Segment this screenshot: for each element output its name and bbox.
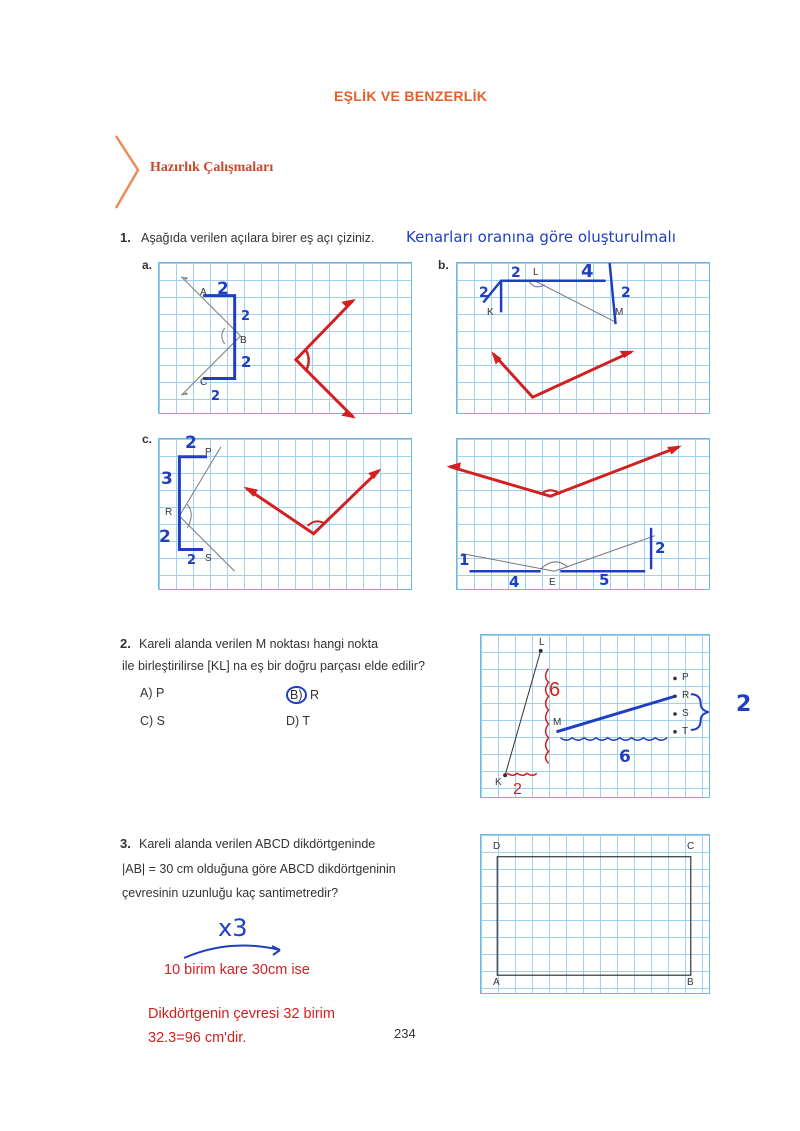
point-s-label: S (205, 553, 212, 564)
q1-handwritten-note: Kenarları oranına göre oluşturulmalı (406, 228, 676, 246)
point-p-label: P (205, 447, 212, 458)
q2-point-p-label: P (682, 672, 689, 683)
hw-a-num-1: 2 (217, 279, 229, 299)
grid-q2 (480, 634, 710, 798)
hw-b-num-3: 4 (581, 261, 594, 282)
section-title: Hazırlık Çalışmaları (150, 160, 274, 175)
q2-point-m-label: M (553, 717, 562, 728)
part-c-label: c. (142, 432, 153, 446)
hw-q2-num-kbase: 2 (513, 781, 522, 798)
hw-a-num-3: 2 (241, 353, 252, 371)
hw-q3-line3: 32.3=96 cm'dir. (148, 1030, 247, 1046)
q2-option-b-letter: B) (286, 686, 307, 704)
hw-a-num-2: 2 (241, 309, 251, 324)
hw-c-num-2: 3 (161, 469, 173, 489)
point-k-label: K (487, 307, 494, 318)
q2-option-d[interactable]: D) T (286, 714, 311, 728)
hw-d-num-3: 5 (599, 571, 610, 589)
q1-number: 1. (120, 230, 131, 245)
q2-option-c[interactable]: C) S (140, 714, 165, 728)
grid-b (456, 262, 710, 414)
q2-option-b-value: R (309, 688, 320, 702)
hw-c-num-1: 2 (185, 433, 197, 453)
hw-q2-num-kl: 6 (549, 679, 561, 701)
q3-line3: çevresinin uzunluğu kaç santimetredir? (122, 886, 339, 900)
part-a-label: a. (142, 258, 153, 272)
q3-line1: Kareli alanda verilen ABCD dikdörtgeninde (139, 837, 376, 851)
q2-line2: ile birleştirilirse [KL] na eş bir doğru parçası elde edilir? (122, 659, 425, 673)
hw-b-num-2: 2 (511, 265, 521, 281)
hw-q3-mult: x3 (218, 914, 248, 942)
grid-c (158, 433, 412, 590)
hw-c-num-4: 2 (187, 553, 197, 568)
point-l-label: L (533, 267, 539, 278)
q2-point-t-label: T (682, 726, 689, 737)
q2-number: 2. (120, 636, 131, 651)
hw-arrow-icon (180, 938, 290, 962)
q2-point-s-label: S (682, 708, 689, 719)
point-c-label: C (200, 377, 208, 388)
q3-point-b-label: B (687, 977, 694, 988)
grid-q3 (480, 834, 710, 994)
hw-q2-num-mt: 6 (619, 747, 631, 767)
hw-d-num-1: 1 (459, 551, 470, 569)
chevron-icon (112, 132, 142, 212)
q3-point-d-label: D (493, 841, 501, 852)
hw-q2-num-rt: 2 (736, 692, 752, 717)
q1-text: Aşağıda verilen açılara birer eş açı çiziniz. (141, 231, 375, 245)
hw-c-num-3: 2 (159, 527, 171, 547)
q3-number: 3. (120, 836, 131, 851)
q2-point-k-label: K (495, 777, 502, 788)
point-r-label: R (165, 507, 173, 518)
q2-option-b[interactable] (286, 686, 319, 704)
hw-q3-line1: 10 birim kare 30cm ise (164, 962, 310, 978)
q2-point-l-label: L (539, 637, 545, 648)
hw-a-num-4: 2 (211, 389, 221, 404)
point-a-label: A (200, 287, 207, 298)
part-b-label: b. (438, 258, 449, 272)
grid-a (158, 262, 412, 414)
hw-b-num-1: 2 (479, 285, 489, 301)
page-number: 234 (394, 1026, 416, 1041)
q3-line2: |AB| = 30 cm olduğuna göre ABCD dikdörtgeninin (122, 862, 396, 876)
hw-q3-line2: Dikdörtgenin çevresi 32 birim (148, 1006, 335, 1022)
point-m-label: M (615, 307, 624, 318)
hw-b-num-4: 2 (621, 285, 631, 301)
q3-point-a-label: A (493, 977, 500, 988)
chapter-title: EŞLİK VE BENZERLİK (334, 88, 488, 104)
q3-point-c-label: C (687, 841, 695, 852)
point-b-label: B (240, 335, 247, 346)
hw-d-num-2: 4 (509, 573, 520, 591)
q2-point-r-label: R (682, 690, 690, 701)
q2-option-a[interactable]: A) P (140, 686, 165, 700)
grid-d (456, 438, 710, 590)
q2-line1: Kareli alanda verilen M noktası hangi nokta (139, 637, 379, 651)
hw-d-num-4: 2 (655, 539, 666, 557)
point-e-label: E (549, 577, 556, 588)
